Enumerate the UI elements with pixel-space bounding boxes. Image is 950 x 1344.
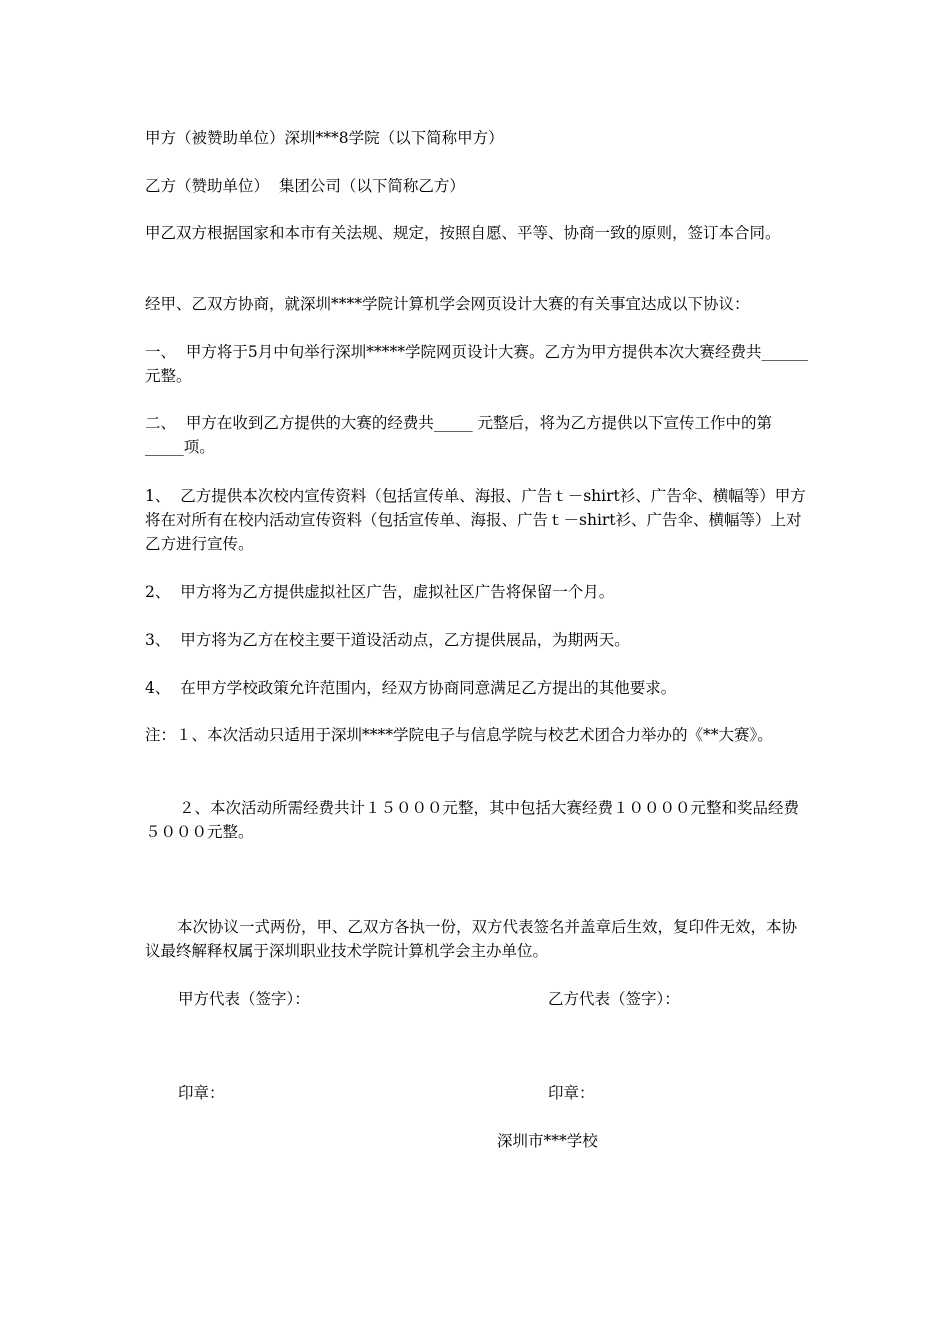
clause-2: 二、 甲方在收到乙方提供的大赛的经费共_____ 元整后，将为乙方提供以下宣传工作中的第_____项。 <box>145 414 773 456</box>
item-3: 3、 甲方将为乙方在校主要干道设活动点，乙方提供展品，为期两天。 <box>145 631 630 649</box>
consult-paragraph: 经甲、乙双方协商，就深圳****学院计算机学会网页设计大赛的有关事宜达成以下协议： <box>145 295 750 313</box>
item-2: 2、 甲方将为乙方提供虚拟社区广告，虚拟社区广告将保留一个月。 <box>145 583 615 601</box>
intro-paragraph: 甲乙双方根据国家和本市有关法规、规定，按照自愿、平等、协商一致的原则，签订本合同。 <box>145 224 781 242</box>
party-b-seal-label: 印章： <box>548 1084 595 1102</box>
note-1: 注：１、本次活动只适用于深圳****学院电子与信息学院与校艺术团合力举办的《**大赛》。 <box>145 726 773 744</box>
item-1: 1、 乙方提供本次校内宣传资料（包括宣传单、海报、广告ｔ－shirt衫、广告伞、横幅等）甲方将在对所有在校内活动宣传资料（包括宣传单、海报、广告ｔ－shirt衫、广告伞、横幅等）上对乙方进行宣传。 <box>145 487 806 553</box>
party-a-line: 甲方（被赞助单位）深圳***8学院（以下简称甲方） <box>145 129 504 147</box>
party-b-line: 乙方（赞助单位） 集团公司（以下简称乙方） <box>145 177 465 195</box>
party-a-seal-label: 印章： <box>178 1084 225 1102</box>
school-name: 深圳市***学校 <box>497 1132 598 1150</box>
note-2: ２、本次活动所需经费共计１５０００元整，其中包括大赛经费１００００元整和奖品经费５０００元整。 <box>145 799 800 841</box>
party-a-signature-label: 甲方代表（签字）： <box>178 990 310 1008</box>
clause-1: 一、 甲方将于5月中旬举行深圳*****学院网页设计大赛。乙方为甲方提供本次大赛经费共______元整。 <box>145 343 808 385</box>
item-4: 4、 在甲方学校政策允许范围内，经双方协商同意满足乙方提出的其他要求。 <box>145 679 677 697</box>
closing-paragraph: 本次协议一式两份，甲、乙双方各执一份，双方代表签名并盖章后生效，复印件无效，本协议最终解释权属于深圳职业技术学院计算机学会主办单位。 <box>145 918 798 960</box>
party-b-signature-label: 乙方代表（签字）： <box>548 990 680 1008</box>
